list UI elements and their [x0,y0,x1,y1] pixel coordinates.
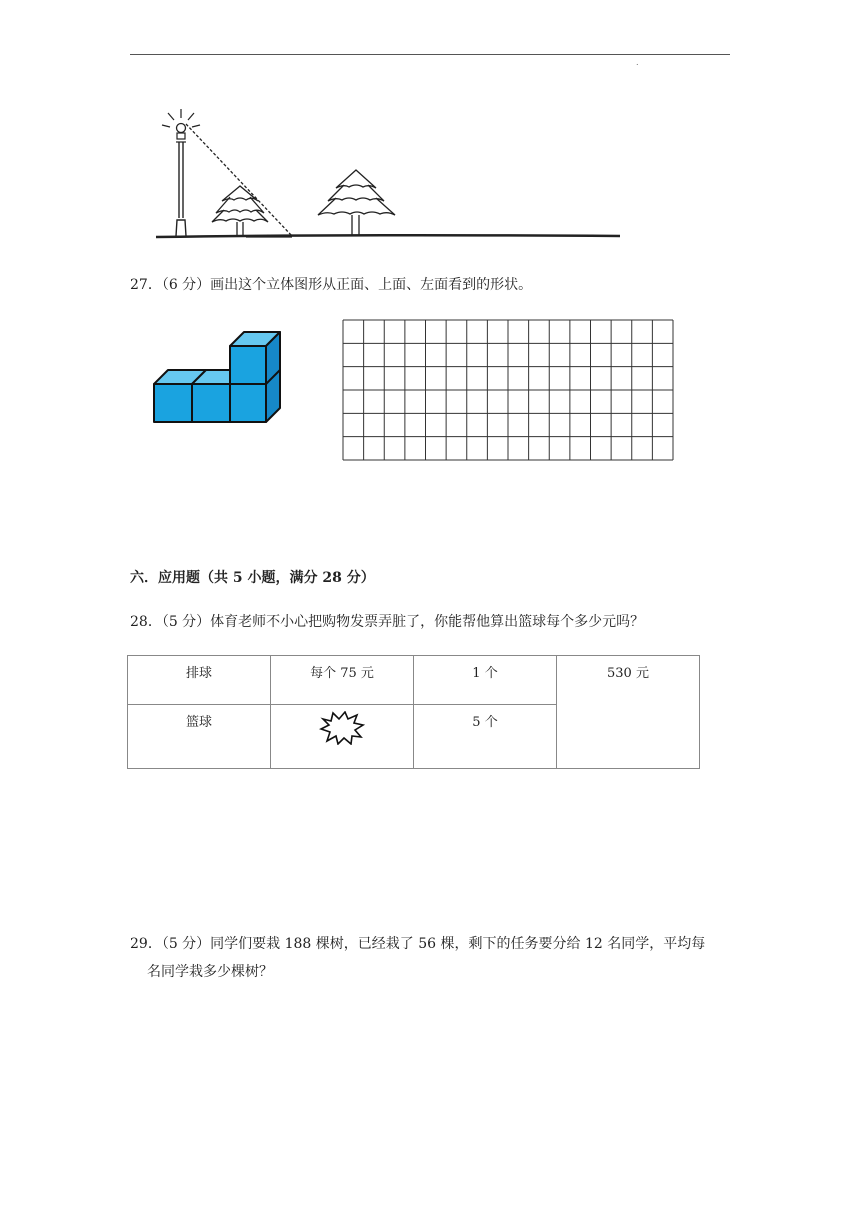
section-6-title: 六．应用题（共 5 小题，满分 28 分） [130,570,375,586]
invoice-table [127,655,700,769]
cell-total: 530 元 [557,656,700,769]
drawing-grid [342,319,674,461]
question-29-line-2: 名同学栽多少棵树？ [147,964,273,980]
header-mark: . [636,58,639,67]
cell-price-basketball-smudged [271,705,414,769]
cell-item-basketball: 篮球 [128,705,271,769]
question-27-text: 27．（6 分）画出这个立体图形从正面、上面、左面看到的形状。 [130,277,533,293]
question-29-line-1: 29．（5 分）同学们要栽 188 棵树，已经栽了 56 棵，剩下的任务要分给 12 名同学，平均每 [130,936,706,952]
question-28-text: 28．（5 分）体育老师不小心把购物发票弄脏了，你能帮他算出篮球每个多少元吗？ [130,614,645,630]
table-row [128,656,700,705]
cell-item-volleyball: 排球 [128,656,271,705]
ink-smudge-icon [319,711,365,745]
street-lamp-and-trees-illustration [150,100,630,245]
header-rule [130,54,730,55]
cell-qty-volleyball: 1 个 [414,656,557,705]
stacked-cubes-figure [150,328,285,426]
cell-qty-basketball: 5 个 [414,705,557,769]
cell-price-volleyball: 每个 75 元 [271,656,414,705]
